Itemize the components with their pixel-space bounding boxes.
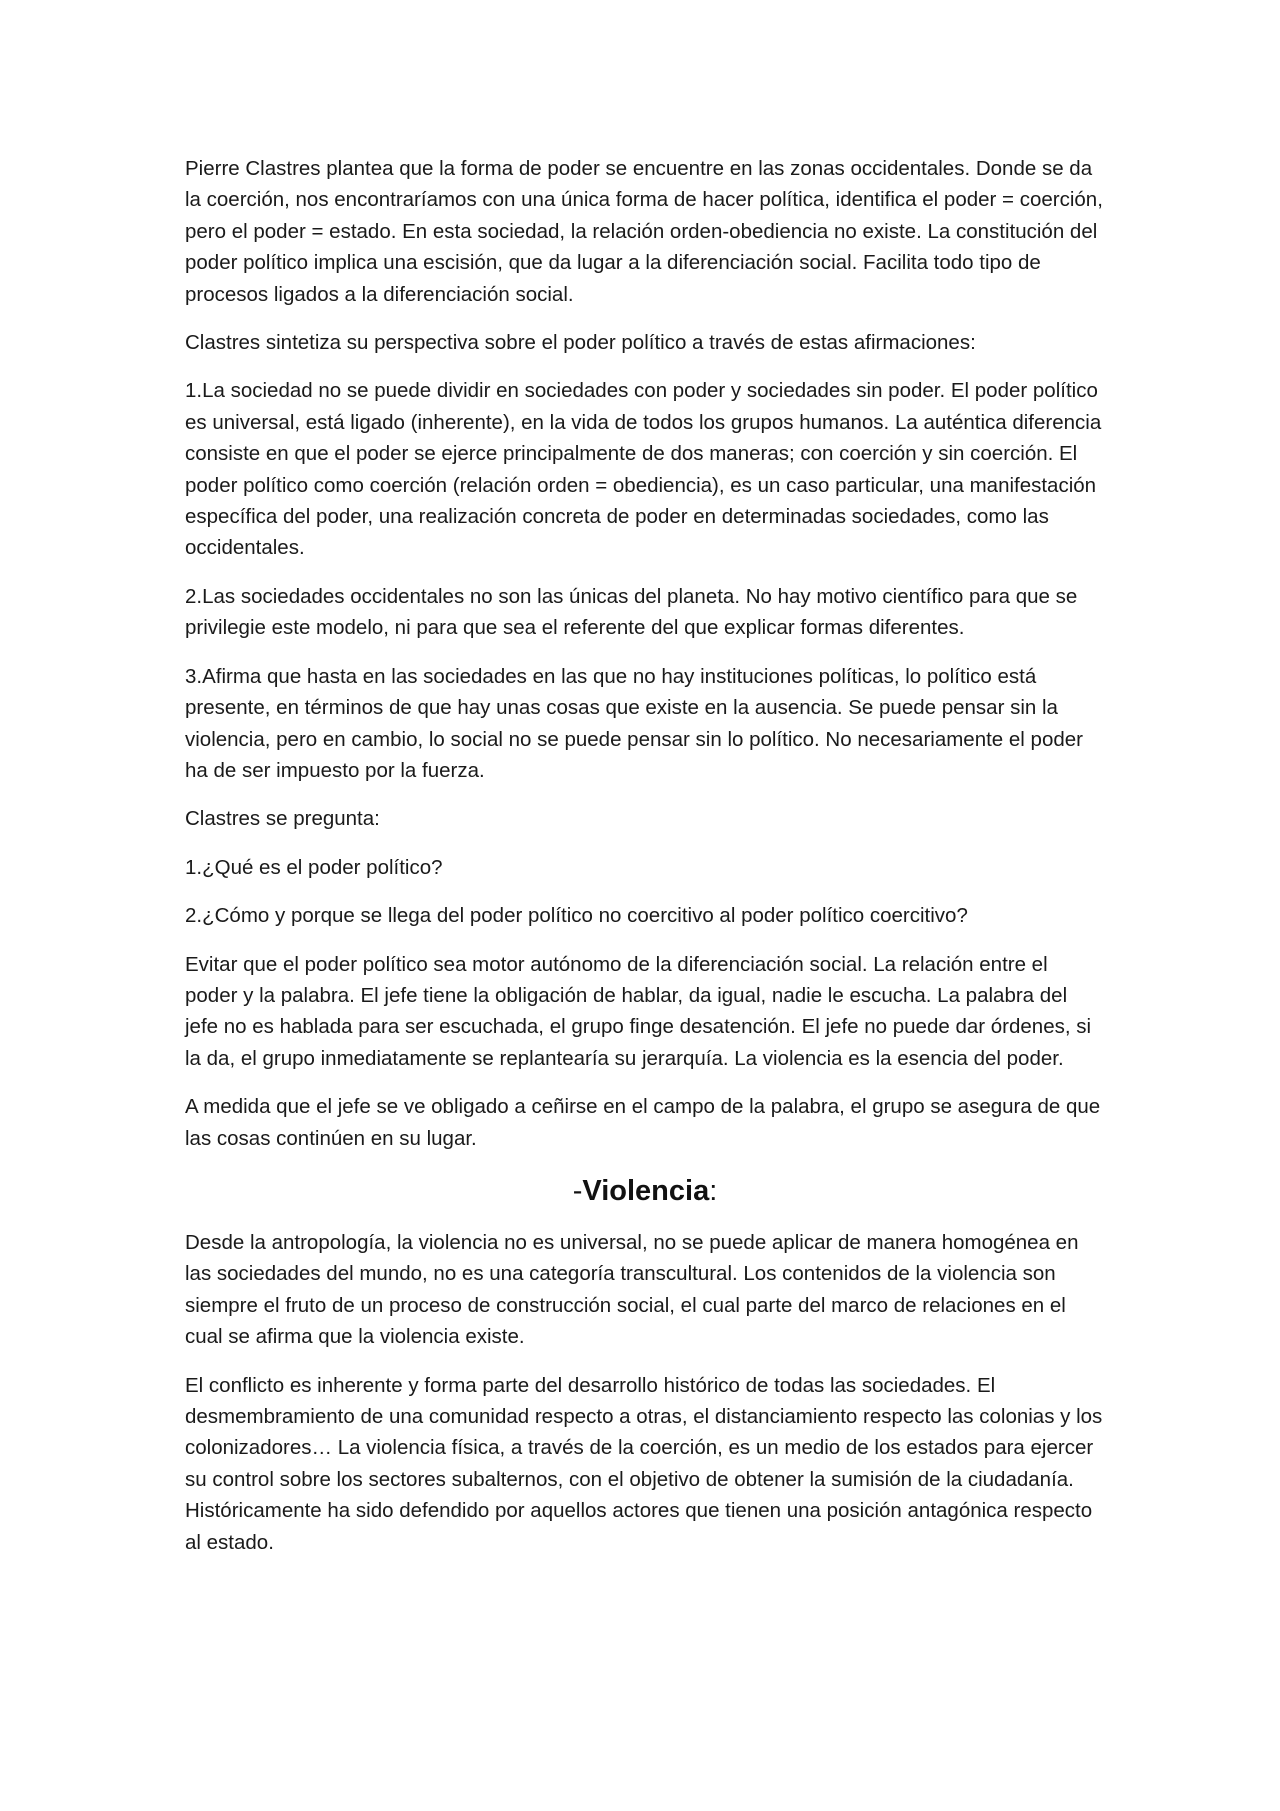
- section-heading-violencia: [185, 1171, 1105, 1211]
- paragraph-affirmation-3: 3.Afirma que hasta en las sociedades en las que no hay instituciones políticas, lo político está presente, en términos de que hay unas cosas que existe en la ausencia. Se puede pensar sin la violencia, pero en cambio, lo social no se puede pensar sin lo político. No necesariamente el poder ha de ser impuesto por la fuerza.: [185, 664, 1083, 782]
- paragraph-clastres-intro: Pierre Clastres plantea que la forma de poder se encuentre en las zonas occidentales. Donde se da la coerción, nos encontraríamos con una única forma de hacer política, identifica el poder = coerción, pero el poder = estado. En esta sociedad, la relación orden-obediencia no existe. La constitución del poder político implica una escisión, que da lugar a la diferenciación social. Facilita todo tipo de procesos ligados a la diferenciación social.: [185, 157, 1103, 306]
- paragraph-chief-conclusion: A medida que el jefe se ve obligado a ceñirse en el campo de la palabra, el grupo se asegura de que las cosas continúen en su lugar.: [185, 1095, 1101, 1150]
- heading-prefix: -: [572, 1174, 583, 1207]
- heading-suffix: :: [709, 1174, 718, 1207]
- paragraph-question-2: 2.¿Cómo y porque se llega del poder político no coercitivo al poder político coercitivo?: [185, 904, 968, 928]
- paragraph-affirmation-1: 1.La sociedad no se puede dividir en sociedades con poder y sociedades sin poder. El poder político es universal, está ligado (inherente), en la vida de todos los grupos humanos. La auténtica diferencia consiste en que el poder se ejerce principalmente de dos maneras; con coerción y sin coerción. El poder político como coerción (relación orden = obediencia), es un caso particular, una manifestación específica del poder, una realización concreta de poder en determinadas sociedades, como las occidentales.: [185, 379, 1102, 560]
- document-body: [185, 153, 1105, 1575]
- paragraph-affirmation-2: 2.Las sociedades occidentales no son las únicas del planeta. No hay motivo científico para que se privilegie este modelo, ni para que sea el referente del que explicar formas diferentes.: [185, 584, 1078, 640]
- paragraph-question-1: 1.¿Qué es el poder político?: [185, 855, 443, 879]
- paragraph-violence-anthropology: Desde la antropología, la violencia no es universal, no se puede aplicar de manera homogénea en las sociedades del mundo, no es una categoría transcultural. Los contenidos de la violencia son siempre el fruto de un proceso de construcción social, el cual parte del marco de relaciones en el cual se afirma que la violencia existe.: [185, 1230, 1079, 1349]
- paragraph-clastres-synthesis: Clastres sintetiza su perspectiva sobre el poder político a través de estas afirmaciones:: [185, 331, 976, 355]
- paragraph-conflict: El conflicto es inherente y forma parte del desarrollo histórico de todas las sociedades. El desmembramiento de una comunidad respecto a otras, el distanciamiento respecto las colonias y los colonizadores… La violencia física, a través de la coerción, es un medio de los estados para ejercer su control sobre los sectores subalternos, con el objetivo de obtener la sumisión de la ciudadanía. Históricamente ha sido defendido por aquellos actores que tienen una posición antagónica respecto al estado.: [185, 1373, 1103, 1554]
- paragraph-chief-and-word: Evitar que el poder político sea motor autónomo de la diferenciación social. La relación entre el poder y la palabra. El jefe tiene la obligación de hablar, da igual, nadie le escucha. La palabra del jefe no es hablada para ser escuchada, el grupo finge desatención. El jefe no puede dar órdenes, si la da, el grupo inmediatamente se replantearía su jerarquía. La violencia es la esencia del poder.: [185, 952, 1092, 1070]
- paragraph-clastres-question-intro: Clastres se pregunta:: [185, 807, 380, 831]
- heading-title: Violencia: [582, 1174, 710, 1207]
